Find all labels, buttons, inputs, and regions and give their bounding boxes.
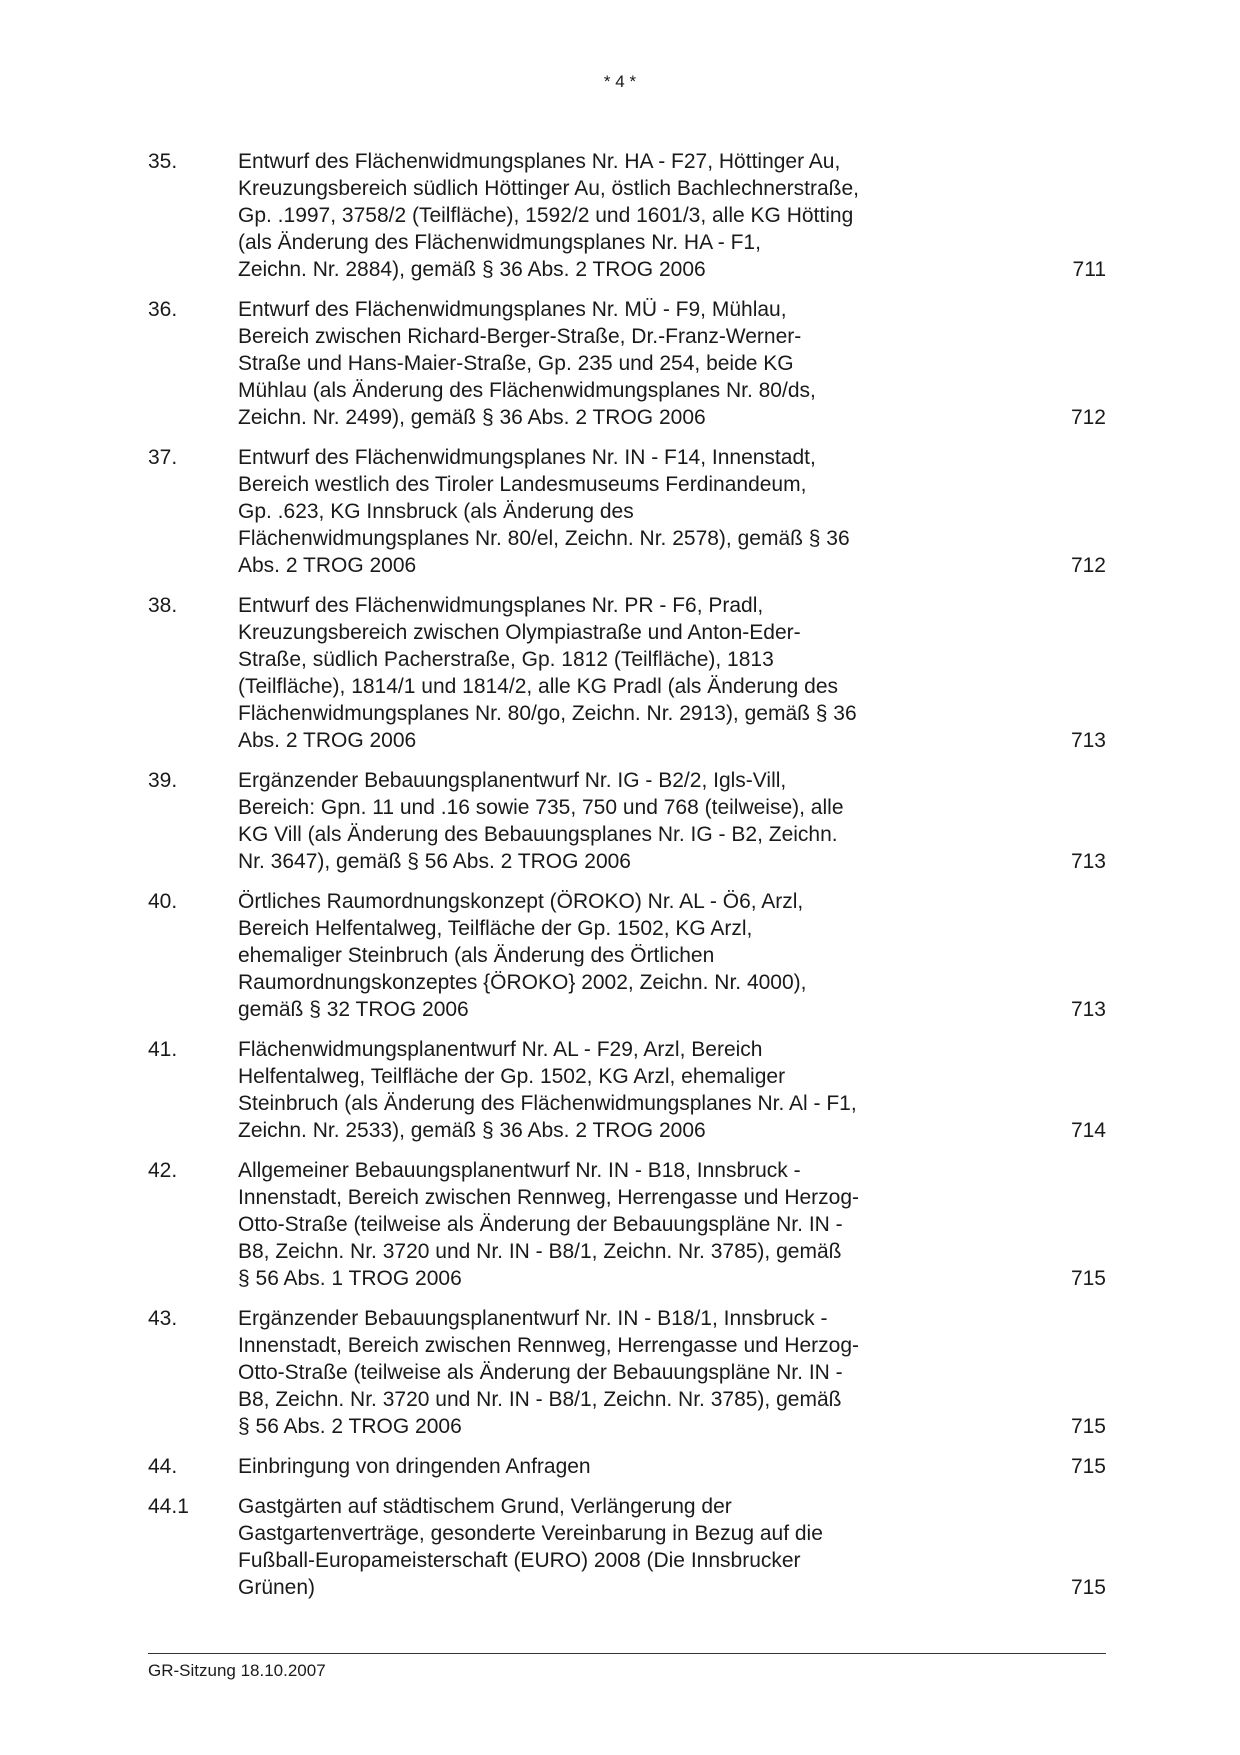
entry-number: 37. [148,446,178,469]
agenda-entry [148,444,1106,579]
entry-description-line: Bereich Helfentalweg, Teilfläche der Gp. 1502, KG Arzl, [238,917,753,940]
entry-description-line: Straße, südlich Pacherstraße, Gp. 1812 (Teilfläche), 1813 [238,648,774,671]
entry-number: 41. [148,1038,178,1061]
entry-description-line: § 56 Abs. 2 TROG 2006 [238,1415,462,1438]
entry-description-line: Grünen) [238,1576,316,1599]
agenda-entry [148,1453,1106,1480]
entry-number: 44.1 [148,1495,189,1518]
entry-description-line: KG Vill (als Änderung des Bebauungsplanes Nr. IG - B2, Zeichn. [238,823,838,846]
entry-description-line: Abs. 2 TROG 2006 [238,554,417,577]
agenda-list [148,148,1106,1614]
entry-description-line: Innenstadt, Bereich zwischen Rennweg, Herrengasse und Herzog- [238,1334,860,1357]
entry-description [238,444,978,579]
entry-number: 40. [148,890,178,913]
entry-page-number: 712 [1070,554,1106,577]
entry-page-number: 713 [1070,998,1106,1021]
entry-number: 42. [148,1159,178,1182]
entry-page-number: 711 [1072,258,1106,281]
agenda-entry [148,1036,1106,1144]
entry-description [238,1157,978,1292]
entry-description [238,888,978,1023]
entry-description [238,1305,978,1440]
entry-description-line: Gastgartenverträge, gesonderte Vereinbarung in Bezug auf die [238,1522,823,1545]
entry-description-line: Bereich: Gpn. 11 und .16 sowie 735, 750 und 768 (teilweise), alle [238,796,844,819]
entry-description-line: Zeichn. Nr. 2533), gemäß § 36 Abs. 2 TROG 2006 [238,1119,706,1142]
entry-description-line: Entwurf des Flächenwidmungsplanes Nr. IN - F14, Innenstadt, [238,446,816,469]
entry-description-line: B8, Zeichn. Nr. 3720 und Nr. IN - B8/1, Zeichn. Nr. 3785), gemäß [238,1388,842,1411]
entry-number: 38. [148,594,178,617]
entry-description-line: Gp. .1997, 3758/2 (Teilfläche), 1592/2 und 1601/3, alle KG Hötting [238,204,854,227]
entry-description [238,148,978,283]
entry-description-line: Kreuzungsbereich südlich Höttinger Au, östlich Bachlechnerstraße, [238,177,859,200]
agenda-entry [148,1157,1106,1292]
entry-number: 35. [148,150,178,173]
entry-description-line: Fußball-Europameisterschaft (EURO) 2008 (Die Innsbrucker [238,1549,801,1572]
entry-description [238,767,978,875]
agenda-entry [148,767,1106,875]
entry-description-line: Zeichn. Nr. 2499), gemäß § 36 Abs. 2 TROG 2006 [238,406,706,429]
entry-description-line: Einbringung von dringenden Anfragen [238,1455,591,1478]
entry-description-line: (Teilfläche), 1814/1 und 1814/2, alle KG Pradl (als Änderung des [238,675,839,698]
entry-description [238,296,978,431]
entry-description-line: Bereich westlich des Tiroler Landesmuseums Ferdinandeum, [238,473,807,496]
entry-description-line: Otto-Straße (teilweise als Änderung der Bebauungspläne Nr. IN - [238,1361,843,1384]
agenda-entry [148,296,1106,431]
entry-description-line: Flächenwidmungsplanes Nr. 80/el, Zeichn. Nr. 2578), gemäß § 36 [238,527,850,550]
entry-description-line: Straße und Hans-Maier-Straße, Gp. 235 und 254, beide KG [238,352,794,375]
entry-page-number: 715 [1070,1455,1106,1478]
entry-description-line: Bereich zwischen Richard-Berger-Straße, Dr.-Franz-Werner- [238,325,802,348]
entry-description-line: gemäß § 32 TROG 2006 [238,998,469,1021]
footer-text: GR-Sitzung 18.10.2007 [148,1661,326,1680]
entry-description-line: Otto-Straße (teilweise als Änderung der Bebauungspläne Nr. IN - [238,1213,843,1236]
entry-description-line: Kreuzungsbereich zwischen Olympiastraße und Anton-Eder- [238,621,801,644]
agenda-entry [148,1493,1106,1601]
agenda-entry [148,592,1106,754]
entry-description [238,1036,978,1144]
entry-description-line: Ergänzender Bebauungsplanentwurf Nr. IN - B18/1, Innsbruck - [238,1307,828,1330]
entry-number: 44. [148,1455,178,1478]
agenda-entry [148,888,1106,1023]
entry-page-number: 713 [1070,850,1106,873]
entry-page-number: 714 [1070,1119,1106,1142]
page-number: * 4 * [603,72,637,91]
entry-description [238,1453,978,1480]
entry-number: 43. [148,1307,178,1330]
entry-description-line: (als Änderung des Flächenwidmungsplanes Nr. HA - F1, [238,231,761,254]
entry-description-line: ehemaliger Steinbruch (als Änderung des Örtlichen [238,944,715,967]
entry-description-line: Steinbruch (als Änderung des Flächenwidmungsplanes Nr. Al - F1, [238,1092,857,1115]
agenda-entry [148,148,1106,283]
entry-page-number: 715 [1070,1267,1106,1290]
entry-number: 36. [148,298,178,321]
entry-page-number: 713 [1070,729,1106,752]
entry-description-line: Entwurf des Flächenwidmungsplanes Nr. HA - F27, Höttinger Au, [238,150,841,173]
entry-description-line: B8, Zeichn. Nr. 3720 und Nr. IN - B8/1, Zeichn. Nr. 3785), gemäß [238,1240,842,1263]
entry-description-line: Zeichn. Nr. 2884), gemäß § 36 Abs. 2 TROG 2006 [238,258,706,281]
entry-description-line: Raumordnungskonzeptes {ÖROKO} 2002, Zeichn. Nr. 4000), [238,971,807,994]
entry-description-line: Allgemeiner Bebauungsplanentwurf Nr. IN - B18, Innsbruck - [238,1159,801,1182]
entry-description-line: Gastgärten auf städtischem Grund, Verlängerung der [238,1495,732,1518]
entry-page-number: 715 [1070,1576,1106,1599]
entry-page-number: 712 [1070,406,1106,429]
entry-number: 39. [148,769,178,792]
entry-description-line: Abs. 2 TROG 2006 [238,729,417,752]
entry-description-line: Helfentalweg, Teilfläche der Gp. 1502, KG Arzl, ehemaliger [238,1065,786,1088]
agenda-entry [148,1305,1106,1440]
entry-page-number: 715 [1070,1415,1106,1438]
entry-description-line: Ergänzender Bebauungsplanentwurf Nr. IG - B2/2, Igls-Vill, [238,769,787,792]
entry-description [238,1493,978,1601]
entry-description-line: § 56 Abs. 1 TROG 2006 [238,1267,462,1290]
entry-description-line: Örtliches Raumordnungskonzept (ÖROKO) Nr. AL - Ö6, Arzl, [238,890,804,913]
entry-description-line: Mühlau (als Änderung des Flächenwidmungsplanes Nr. 80/ds, [238,379,816,402]
entry-description-line: Innenstadt, Bereich zwischen Rennweg, Herrengasse und Herzog- [238,1186,860,1209]
entry-description-line: Entwurf des Flächenwidmungsplanes Nr. MÜ - F9, Mühlau, [238,298,787,321]
entry-description-line: Flächenwidmungsplanentwurf Nr. AL - F29, Arzl, Bereich [238,1038,763,1061]
footer-divider [148,1653,1106,1654]
entry-description-line: Flächenwidmungsplanes Nr. 80/go, Zeichn. Nr. 2913), gemäß § 36 [238,702,857,725]
entry-description [238,592,978,754]
entry-description-line: Gp. .623, KG Innsbruck (als Änderung des [238,500,634,523]
entry-description-line: Entwurf des Flächenwidmungsplanes Nr. PR - F6, Pradl, [238,594,764,617]
entry-description-line: Nr. 3647), gemäß § 56 Abs. 2 TROG 2006 [238,850,631,873]
